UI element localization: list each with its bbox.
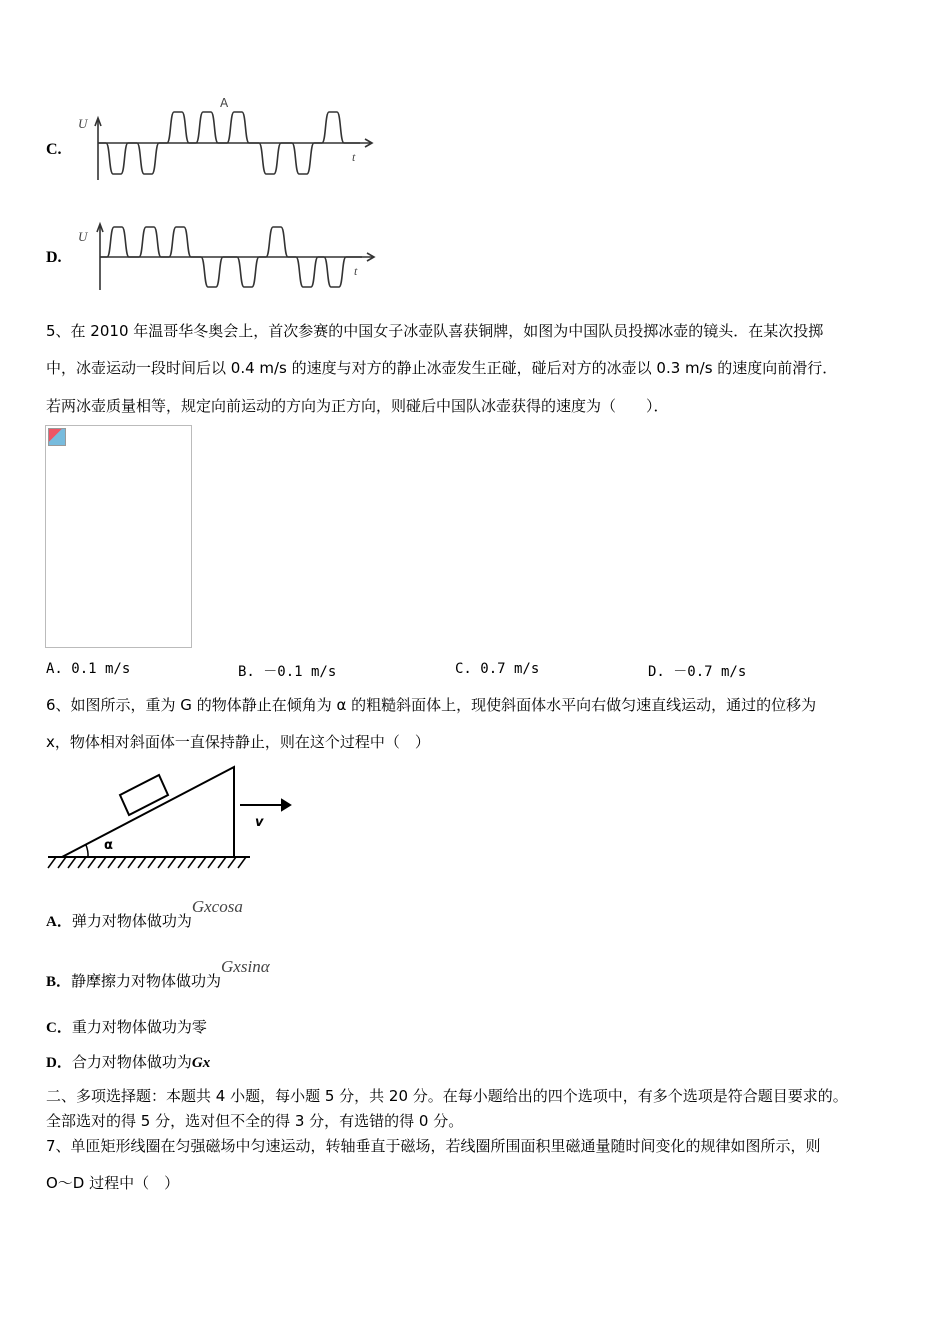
option-d-label: D. xyxy=(46,249,62,266)
q6-option-d: D．合力对物体做功为Gx xyxy=(46,1053,211,1071)
q7-line-2: O～D 过程中（ ） xyxy=(46,1174,180,1192)
q5-line-2: 中，冰壶运动一段时间后以 0.4 m/s 的速度与对方的静止冰壶发生正碰，碰后对方的冰壶以 0.3 m/s 的速度向前滑行． xyxy=(46,359,838,377)
u-axis-label-d: U xyxy=(78,229,88,244)
q7-line-1: 7、单匝矩形线圈在匀强磁场中匀速运动，转轴垂直于磁场，若线圈所围面积里磁通量随时间变化的规律如图所示，则 xyxy=(46,1137,821,1155)
waveform-c xyxy=(95,112,372,180)
q6-option-b: B．静摩擦力对物体做功为Gxsinα xyxy=(46,957,270,990)
q6-option-c: C．重力对物体做功为零 xyxy=(46,1018,207,1036)
section2-line-1: 二、多项选择题：本题共 4 小题，每小题 5 分，共 20 分。在每小题给出的四个选项中，有多个选项是符合题目要求的。 xyxy=(46,1087,848,1105)
broken-image-placeholder xyxy=(45,425,192,648)
waveform-d xyxy=(97,224,374,290)
q5-line-1: 5、在 2010 年温哥华冬奥会上，首次参赛的中国女子冰壶队喜获铜牌，如图为中国队员投掷冰壶的镜头．在某次投掷 xyxy=(46,322,824,340)
q5-option-a: A. 0.1 m/s xyxy=(46,661,131,677)
block xyxy=(120,775,168,815)
q5-option-c: C. 0.7 m/s xyxy=(455,661,540,677)
alpha-label: α xyxy=(104,838,113,853)
t-axis-label-c: t xyxy=(352,150,356,164)
incline-diagram xyxy=(48,767,290,868)
q5-option-b: B. －0.1 m/s xyxy=(238,664,337,680)
q5-option-d: D. －0.7 m/s xyxy=(648,664,747,680)
q6-line-1: 6、如图所示，重为 G 的物体静止在倾角为 α 的粗糙斜面体上，现使斜面体水平向右做匀速直线运动，通过的位移为 xyxy=(46,696,817,714)
velocity-label: v xyxy=(255,815,264,830)
peak-label-a: A xyxy=(220,96,229,110)
broken-image-icon xyxy=(48,428,66,446)
u-axis-label-c: U xyxy=(78,116,88,131)
q6-option-a: A．弹力对物体做功为Gxcosa xyxy=(46,897,243,930)
option-c-label: C. xyxy=(46,141,62,158)
q6-line-2: x，物体相对斜面体一直保持静止，则在这个过程中（ ） xyxy=(46,733,430,751)
t-axis-label-d: t xyxy=(354,264,358,278)
q5-line-3: 若两冰壶质量相等，规定向前运动的方向为正方向，则碰后中国队冰壶获得的速度为（ ）． xyxy=(46,397,669,415)
section2-line-2: 全部选对的得 5 分，选对但不全的得 3 分，有选错的得 0 分。 xyxy=(46,1112,464,1130)
